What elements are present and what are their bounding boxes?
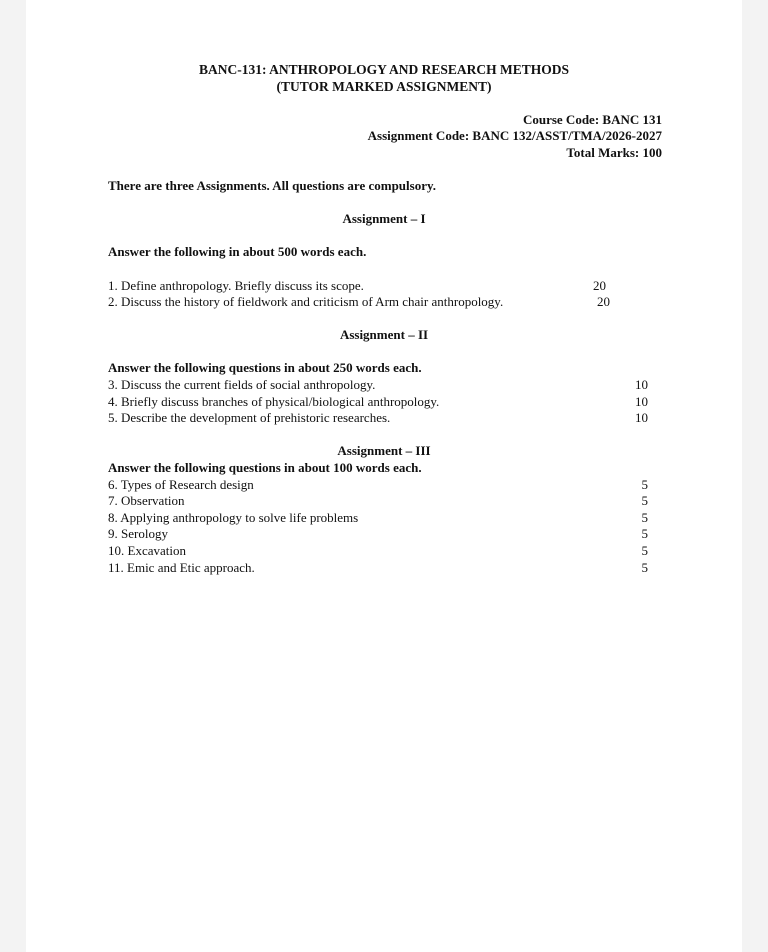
question-11-marks: 5 — [641, 560, 648, 575]
question-3-marks: 10 — [635, 377, 648, 392]
question-8: 8. Applying anthropology to solve life problems — [108, 510, 359, 525]
question-11: 11. Emic and Etic approach. — [108, 560, 255, 575]
course-code: Course Code: BANC 131 — [522, 112, 662, 127]
question-6: 6. Types of Research design — [108, 477, 254, 492]
question-7: 7. Observation — [108, 493, 185, 508]
document-title: BANC-131: ANTHROPOLOGY AND RESEARCH METHODS — [198, 62, 570, 77]
question-6-marks: 5 — [641, 477, 648, 492]
assignment-2-heading: Assignment – II — [339, 327, 429, 342]
question-5-marks: 10 — [635, 410, 648, 425]
assignment-2-instruction: Answer the following questions in about 250 words each. — [108, 360, 422, 375]
assignment-3-heading: Assignment – III — [337, 443, 431, 458]
assignment-1-instruction: Answer the following in about 500 words each. — [108, 244, 367, 259]
assignment-3-instruction: Answer the following questions in about 100 words each. — [108, 460, 422, 475]
question-9: 9. Serology — [108, 526, 168, 541]
question-5: 5. Describe the development of prehistoric researches. — [108, 410, 391, 425]
assignment-code: Assignment Code: BANC 132/ASST/TMA/2026-2027 — [367, 128, 662, 143]
question-10-marks: 5 — [641, 543, 648, 558]
intro-text: There are three Assignments. All questions are compulsory. — [108, 178, 437, 193]
question-1: 1. Define anthropology. Briefly discuss its scope. — [108, 278, 364, 293]
question-8-marks: 5 — [641, 510, 648, 525]
question-3: 3. Discuss the current fields of social anthropology. — [108, 377, 376, 392]
question-7-marks: 5 — [641, 493, 648, 508]
question-4-marks: 10 — [635, 394, 648, 409]
assignment-1-heading: Assignment – I — [342, 211, 426, 226]
question-10: 10. Excavation — [108, 543, 186, 558]
question-1-marks: 20 — [593, 278, 606, 293]
question-2: 2. Discuss the history of fieldwork and criticism of Arm chair anthropology. — [108, 294, 504, 309]
document-subtitle: (TUTOR MARKED ASSIGNMENT) — [276, 79, 492, 94]
total-marks: Total Marks: 100 — [566, 145, 662, 160]
question-2-marks: 20 — [597, 294, 610, 309]
question-9-marks: 5 — [641, 526, 648, 541]
question-4: 4. Briefly discuss branches of physical/biological anthropology. — [108, 394, 440, 409]
document-page — [26, 0, 742, 952]
